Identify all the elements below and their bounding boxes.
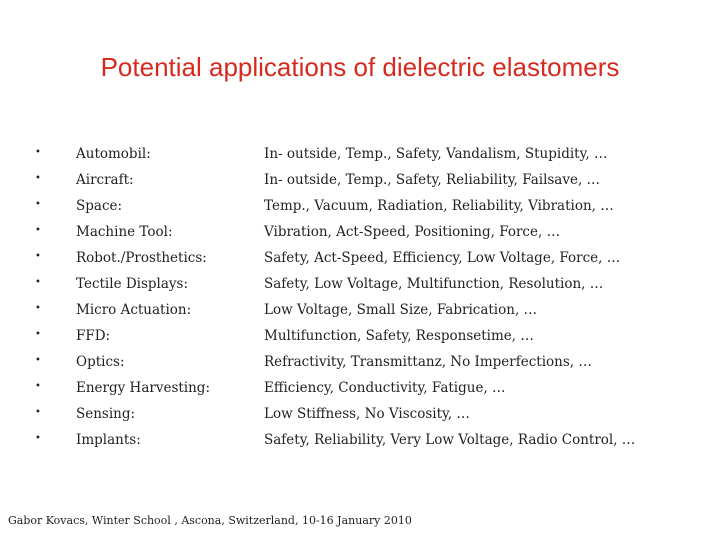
requirements-text: Efficiency, Conductivity, Fatigue, … [264,380,506,396]
bullet-icon: • [35,251,41,262]
bullet-icon: • [35,303,41,314]
requirements-text: Temp., Vacuum, Radiation, Reliability, Vibration, … [264,198,614,214]
application-label: Implants: [76,432,141,448]
list-item [0,432,720,458]
requirements-text: Low Stiffness, No Viscosity, … [264,406,470,422]
slide-footer: Gabor Kovacs, Winter School , Ascona, Switzerland, 10-16 January 2010 [8,514,412,527]
application-label: Aircraft: [76,172,134,188]
list-item [0,172,720,198]
list-item [0,328,720,354]
list-item [0,146,720,172]
requirements-text: Safety, Reliability, Very Low Voltage, Radio Control, … [264,432,636,448]
application-label: Sensing: [76,406,136,422]
list-item [0,380,720,406]
application-label: Optics: [76,354,125,370]
application-label: Space: [76,198,123,214]
requirements-text: In- outside, Temp., Safety, Vandalism, Stupidity, … [264,146,608,162]
application-label: Robot./Prosthetics: [76,250,207,266]
bullet-icon: • [35,225,41,236]
bullet-icon: • [35,199,41,210]
bullet-icon: • [35,147,41,158]
list-item [0,250,720,276]
list-item [0,354,720,380]
bullet-icon: • [35,381,41,392]
requirements-text: Vibration, Act-Speed, Positioning, Force, … [264,224,561,240]
requirements-text: Multifunction, Safety, Responsetime, … [264,328,534,344]
application-label: Tectile Displays: [76,276,189,292]
list-item [0,224,720,250]
bullet-icon: • [35,355,41,366]
bullet-icon: • [35,173,41,184]
list-item [0,276,720,302]
requirements-text: Safety, Act-Speed, Efficiency, Low Voltage, Force, … [264,250,621,266]
bullet-icon: • [35,407,41,418]
application-label: FFD: [76,328,111,344]
list-item [0,406,720,432]
requirements-text: Refractivity, Transmittanz, No Imperfections, … [264,354,592,370]
application-label: Energy Harvesting: [76,380,210,396]
bullet-icon: • [35,329,41,340]
applications-list [0,146,720,458]
application-label: Machine Tool: [76,224,173,240]
requirements-text: Low Voltage, Small Size, Fabrication, … [264,302,538,318]
bullet-icon: • [35,433,41,444]
list-item [0,302,720,328]
slide-title: Potential applications of dielectric elastomers [100,52,620,82]
application-label: Automobil: [76,146,151,162]
requirements-text: Safety, Low Voltage, Multifunction, Resolution, … [264,276,604,292]
requirements-text: In- outside, Temp., Safety, Reliability, Failsave, … [264,172,601,188]
bullet-icon: • [35,277,41,288]
list-item [0,198,720,224]
application-label: Micro Actuation: [76,302,192,318]
